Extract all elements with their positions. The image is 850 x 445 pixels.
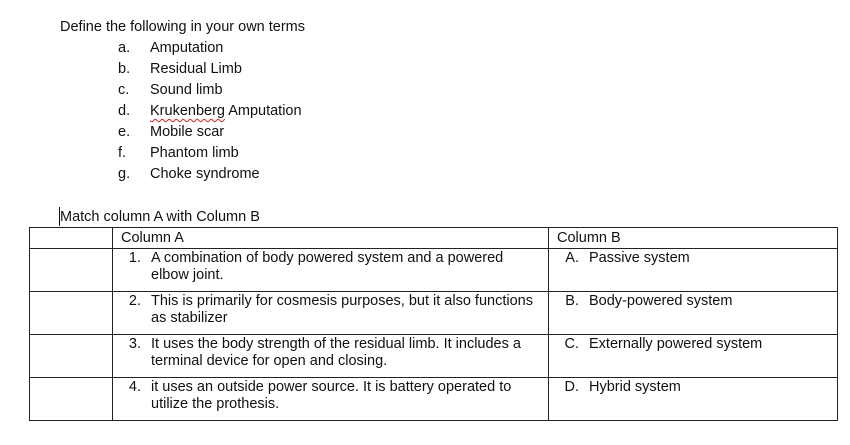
item-text: it uses an outside power source. It is battery operated to utilize the prothesis. <box>151 379 512 412</box>
item-term: Sound limb <box>150 82 223 98</box>
item-term: Mobile scar <box>150 124 225 140</box>
item-number: 3. <box>128 336 141 352</box>
column-b-cell <box>549 292 838 335</box>
blank-cell <box>30 378 113 421</box>
column-a-cell <box>113 292 549 335</box>
item-number: 2. <box>128 293 141 309</box>
column-a-cell <box>113 249 549 292</box>
spellcheck-flagged-word[interactable]: Krukenberg <box>150 103 225 119</box>
matching-table <box>29 227 838 421</box>
table-row <box>30 335 838 378</box>
item-text: A combination of body powered system and a powered elbow joint. <box>151 250 504 283</box>
item-letter: d. <box>118 103 131 119</box>
definitions-heading: Define the following in your own terms <box>60 19 306 35</box>
option-text: Body-powered system <box>589 293 733 309</box>
column-b-cell <box>549 335 838 378</box>
column-b-header: Column B <box>549 228 838 249</box>
column-b-cell <box>549 378 838 421</box>
item-text: This is primarily for cosmesis purposes, but it also functions as stabilizer <box>151 293 533 326</box>
blank-cell <box>30 249 113 292</box>
option-letter: A. <box>565 250 579 266</box>
item-term-rest: Amputation <box>224 103 302 119</box>
option-text: Hybrid system <box>589 379 681 395</box>
item-letter: a. <box>118 40 131 56</box>
matching-instruction: Match column A with Column B <box>60 209 260 225</box>
item-term <box>150 101 302 122</box>
table-header-row <box>30 228 838 249</box>
item-term: Residual Limb <box>150 61 242 77</box>
table-row <box>30 249 838 292</box>
item-term: Phantom limb <box>150 145 239 161</box>
column-b-cell <box>549 249 838 292</box>
item-letter: g. <box>118 166 131 182</box>
option-letter: D. <box>564 379 579 395</box>
option-text: Passive system <box>589 250 690 266</box>
blank-cell <box>30 228 113 249</box>
blank-cell <box>30 335 113 378</box>
item-text: It uses the body strength of the residual limb. It includes a terminal device for open and closing. <box>151 336 521 369</box>
table-row <box>30 292 838 335</box>
item-letter: c. <box>118 82 130 98</box>
item-letter: f. <box>118 145 127 161</box>
option-text: Externally powered system <box>589 336 763 352</box>
blank-cell <box>30 292 113 335</box>
item-letter: e. <box>118 124 131 140</box>
item-term: Amputation <box>150 40 224 56</box>
column-a-cell <box>113 378 549 421</box>
table-row <box>30 378 838 421</box>
item-number: 4. <box>128 379 141 395</box>
item-letter: b. <box>118 61 131 77</box>
item-term: Choke syndrome <box>150 166 260 182</box>
column-a-cell <box>113 335 549 378</box>
option-letter: C. <box>564 336 579 352</box>
column-a-header: Column A <box>113 228 549 249</box>
option-letter: B. <box>565 293 579 309</box>
item-number: 1. <box>128 250 141 266</box>
